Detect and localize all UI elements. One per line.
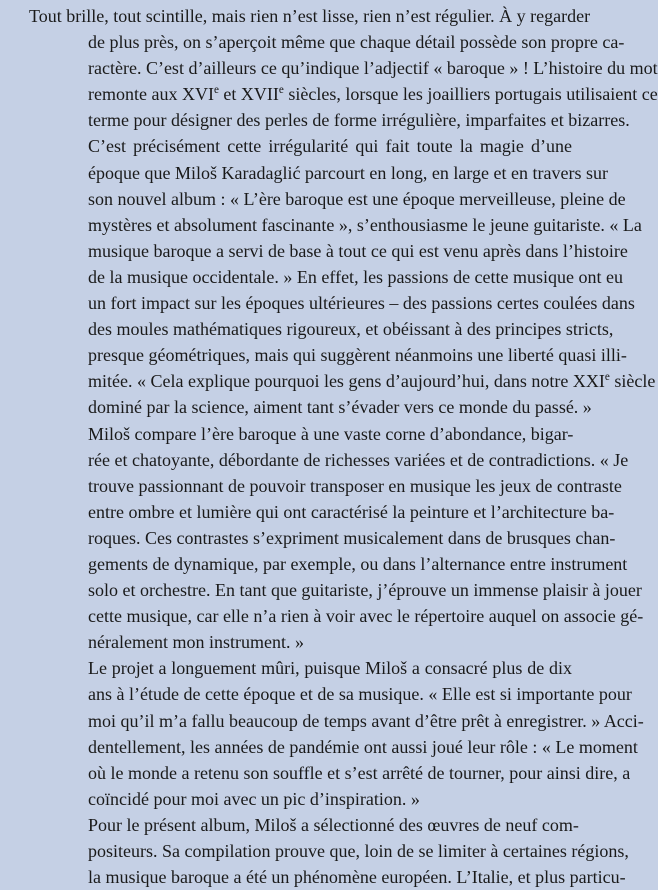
ordinal-superscript: e: [604, 370, 610, 383]
text-line: mystères et absolument fascinante », s’enthousiasme le jeune guitariste. « La: [88, 214, 642, 235]
text-line: coïncidé pour moi avec un pic d’inspiration. »: [88, 788, 420, 809]
text-line: positeurs. Sa compilation prouve que, loin de se limiter à certaines régions,: [88, 841, 629, 861]
text-line: Miloš compare l’ère baroque à une vaste corne d’abondance, bigar-: [88, 423, 574, 444]
text-line: un fort impact sur les époques ultérieures – des passions certes coulées dans: [88, 293, 635, 314]
text-line: musique baroque a servi de base à tout ce qui est venu après dans l’histoire: [88, 240, 628, 261]
text-line: de plus près, on s’aperçoit même que chaque détail possède son propre ca-: [88, 32, 625, 53]
paragraph-intro: [29, 3, 658, 133]
text-line: où le monde a retenu son souffle et s’est arrêté de tourner, pour ainsi dire, a: [88, 762, 631, 783]
text-line: de la musique occidentale. » En effet, les passions de cette musique ont eu: [88, 266, 624, 287]
paragraph-album: [29, 812, 629, 890]
text-line: néralement mon instrument. »: [88, 632, 304, 653]
text-line: des moules mathématiques rigoureux, et obéissant à des principes stricts,: [88, 319, 614, 340]
paragraph-cornucopia: [29, 421, 644, 656]
text-line: ans à l’étude de cette époque et de sa musique. « Elle est si importante pour: [88, 684, 632, 705]
paragraph-irregularity: [29, 133, 656, 420]
text-line: presque géométriques, mais qui suggèrent néanmoins une liberté quasi illi-: [88, 345, 627, 366]
text-line: C’est précisément cette irrégularité qui fait toute la magie d’une: [88, 136, 572, 157]
text-line: roques. Ces contrastes s’expriment musicalement dans de brusques chan-: [88, 527, 616, 548]
text-line: rée et chatoyante, débordante de richesses variées et de contradictions. « Je: [88, 449, 629, 470]
text-line: époque que Miloš Karadaglić parcourt en long, en large et en travers sur: [88, 162, 608, 183]
text-line: Le projet a longuement mûri, puisque Miloš a consacré plus de dix: [88, 658, 572, 679]
text-line: ractère. C’est d’ailleurs ce qu’indique l’adjectif « baroque » ! L’histoire du mot: [88, 58, 658, 79]
text-line: mitée. « Cela explique pourquoi les gens d’aujourd’hui, dans notre XXIe siècle: [88, 370, 656, 392]
text-line: Tout brille, tout scintille, mais rien n’est lisse, rien n’est régulier. À y regarder: [29, 6, 591, 26]
text-line: solo et orchestre. En tant que guitariste, j’éprouve un immense plaisir à jouer: [88, 580, 642, 601]
text-line: Pour le présent album, Miloš a sélectionné des œuvres de neuf com-: [88, 814, 579, 835]
text-line: son nouvel album : « L’ère baroque est une époque merveilleuse, pleine de: [88, 188, 626, 209]
text-line: la musique baroque a été un phénomène européen. L’Italie, et plus particu-: [88, 867, 626, 888]
text-line: terme pour désigner des perles de forme irrégulière, imparfaites et bizarres.: [88, 110, 630, 131]
paragraph-project: [29, 655, 644, 812]
text-line: dentellement, les années de pandémie ont aussi joué leur rôle : « Le moment: [88, 736, 638, 757]
text-line: cette musique, car elle n’a rien à voir avec le répertoire auquel on associe gé-: [88, 606, 644, 627]
ordinal-superscript: e: [278, 83, 284, 96]
ordinal-superscript: e: [213, 83, 219, 96]
text-line: dominé par la science, aiment tant s’évader vers ce monde du passé. »: [88, 397, 592, 418]
text-line: trouve passionnant de pouvoir transposer en musique les jeux de contraste: [88, 475, 622, 496]
text-line: remonte aux XVIe et XVIIe siècles, lorsque les joailliers portugais utilisaient ce: [88, 83, 658, 105]
document-page: [29, 3, 658, 890]
text-line: gements de dynamique, par exemple, ou dans l’alternance entre instrument: [88, 553, 628, 574]
text-line: entre ombre et lumière qui ont caractérisé la peinture et l’architecture ba-: [88, 501, 615, 522]
text-line: moi qu’il m’a fallu beaucoup de temps avant d’être prêt à enregistrer. » Acci-: [88, 710, 644, 731]
